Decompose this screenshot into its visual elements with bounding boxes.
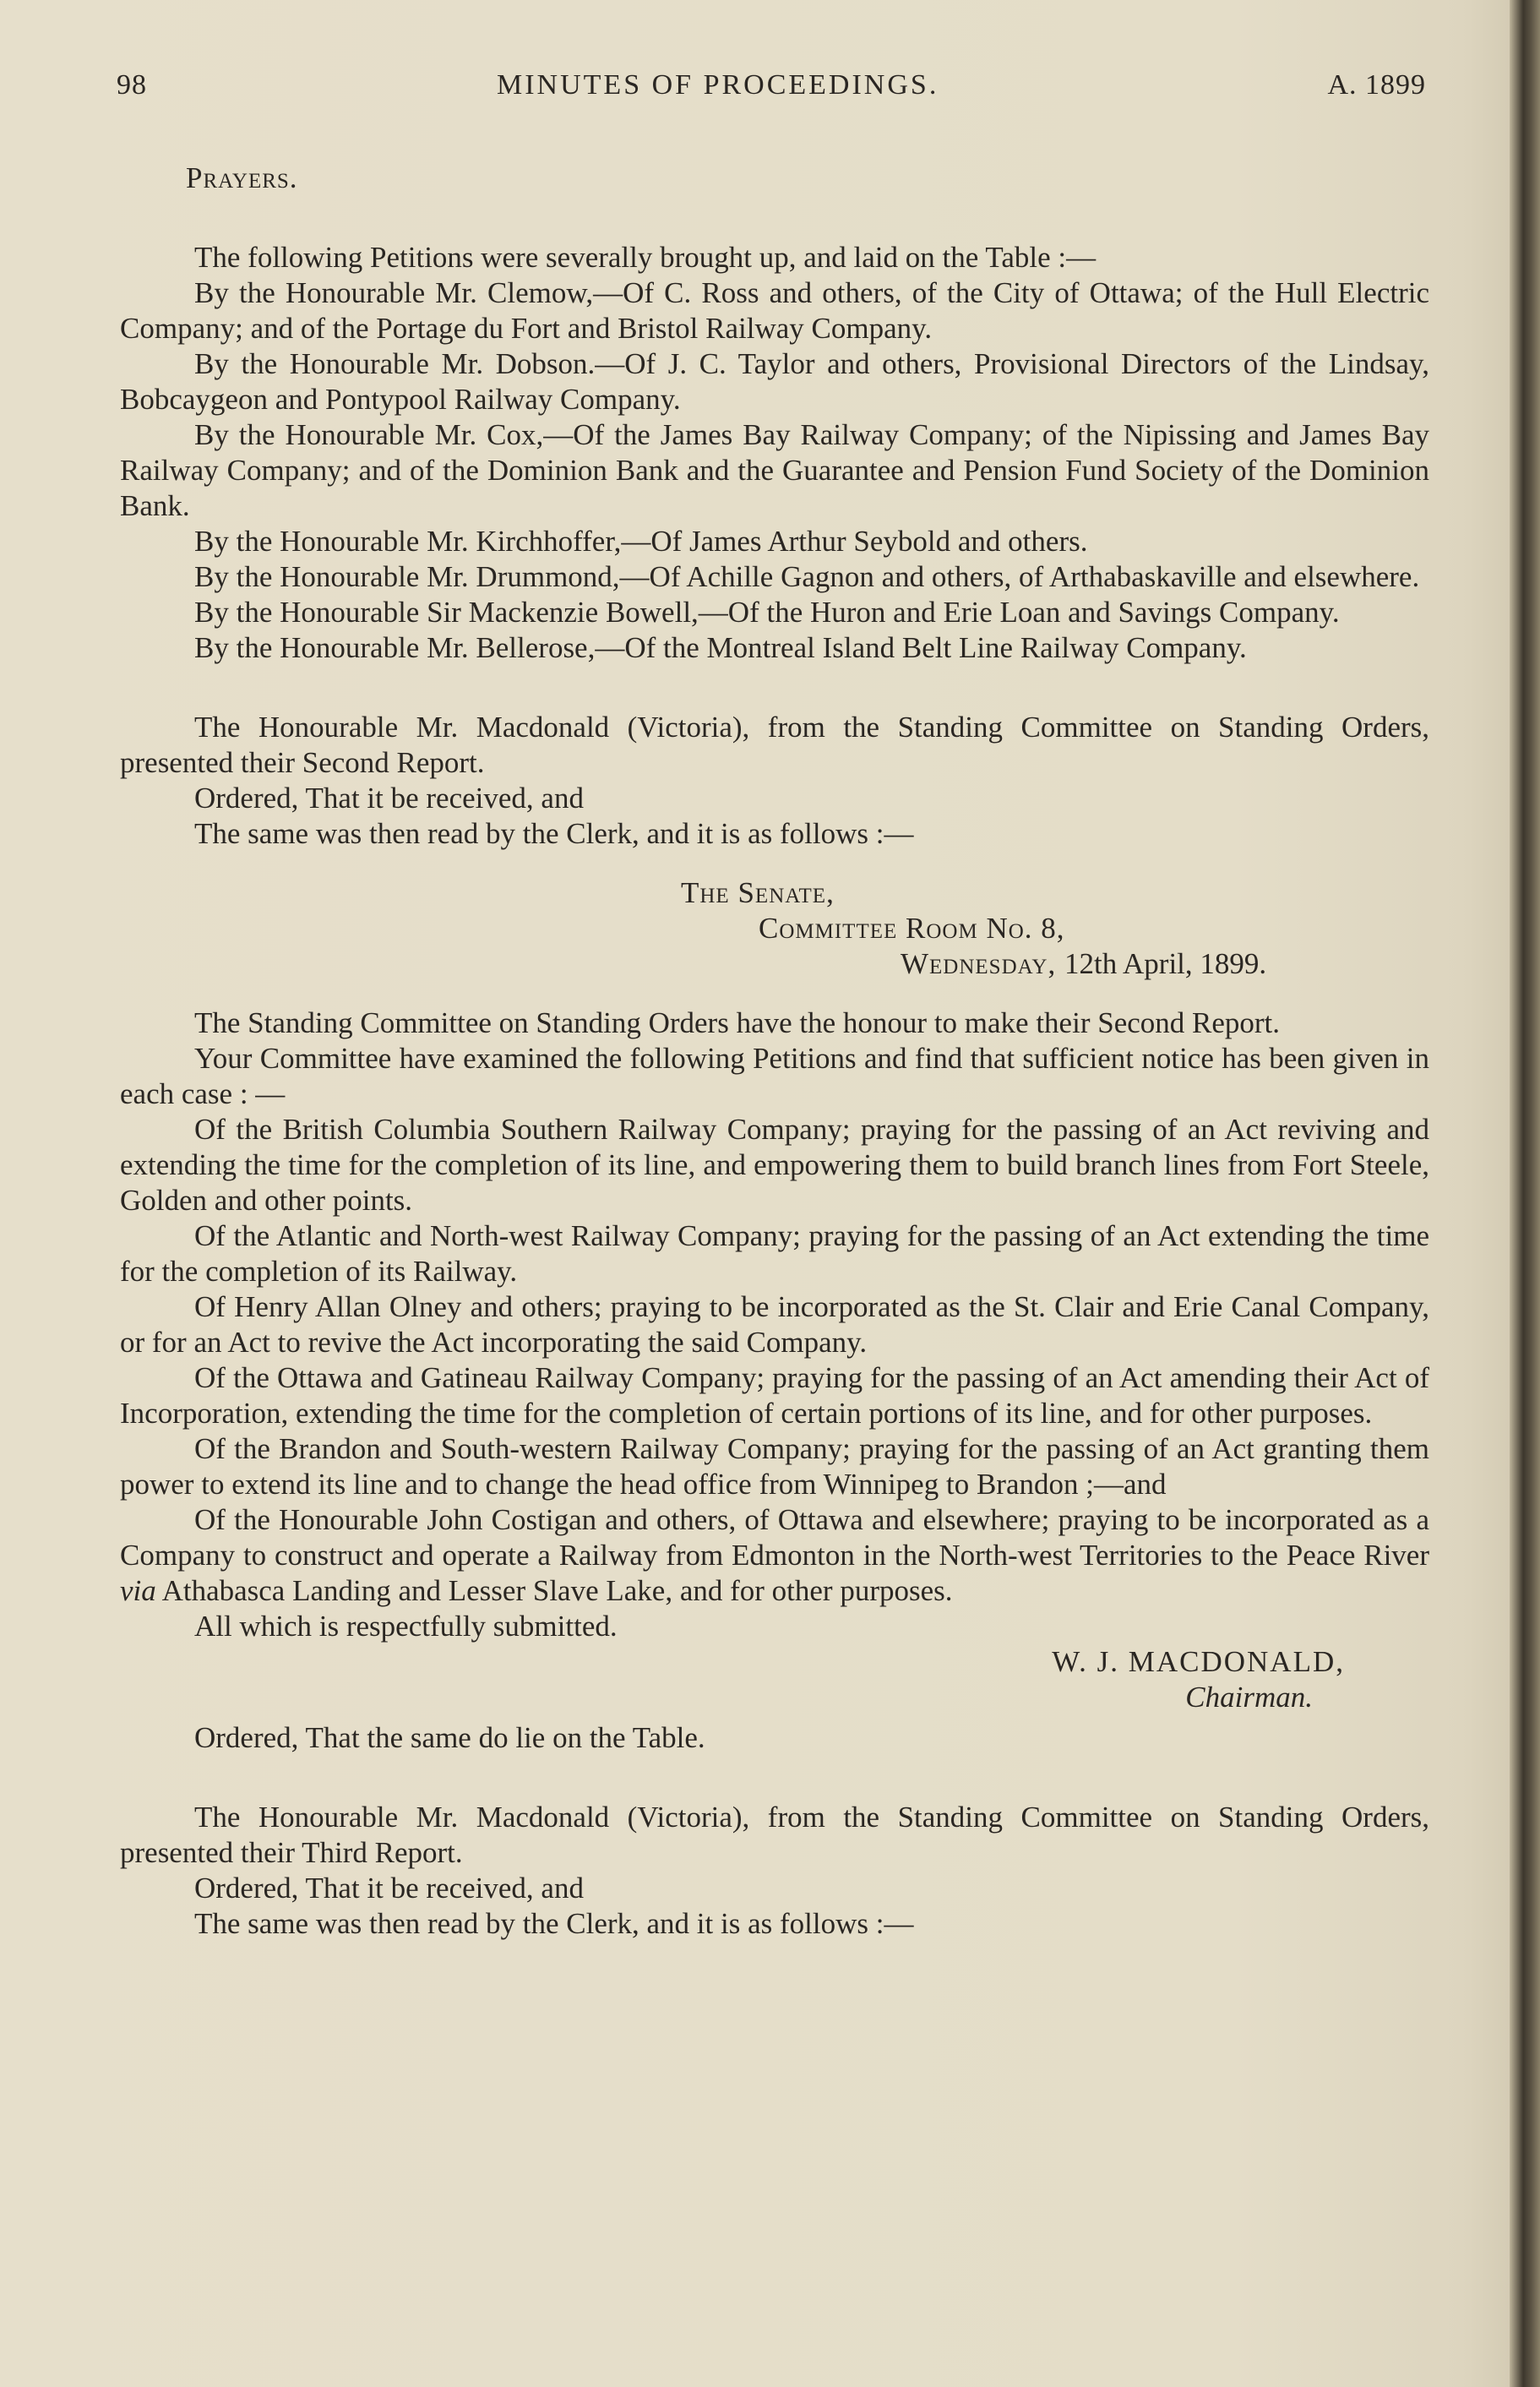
- report-paragraph: Your Committee have examined the following Petitions and find that sufficient notice has been given in each case : —: [120, 1042, 1429, 1110]
- petition-item: By the Honourable Mr. Bellerose,—Of the Montreal Island Belt Line Railway Company.: [194, 631, 1247, 664]
- petition-item: By the Honourable Sir Mackenzie Bowell,—Of the Huron and Erie Loan and Savings Company.: [194, 596, 1340, 629]
- petition-item: By the Honourable Mr. Clemow,—Of C. Ross and others, of the City of Ottawa; of the Hull Electric Company; and of the Portage du Fort and Bristol Railway Company.: [120, 276, 1429, 345]
- lie-on-table: Ordered, That the same do lie on the Table.: [194, 1721, 705, 1754]
- dateline-date: [120, 946, 1429, 982]
- report-paragraph: Of the Brandon and South-western Railway Company; praying for the passing of an Act granting them power to extend its line and to change the head office from Winnipeg to Brandon ;—and: [120, 1432, 1429, 1501]
- dateline-room: Committee Room No. 8,: [759, 912, 1065, 945]
- page-binding-edge: [1510, 0, 1540, 2387]
- third-report-intro: The Honourable Mr. Macdonald (Victoria), from the Standing Committee on Standing Orders, presented their Third Report.: [120, 1801, 1429, 1869]
- report-paragraph: Of the Atlantic and North-west Railway Company; praying for the passing of an Act extending the time for the completion of its Railway.: [120, 1219, 1429, 1288]
- second-report-read: The same was then read by the Clerk, and it is as follows :—: [194, 817, 914, 850]
- costigan-via: via: [120, 1574, 156, 1607]
- report-paragraph-costigan: [120, 1502, 1429, 1609]
- section-heading-prayers: Prayers.: [186, 161, 298, 194]
- report-paragraph: The Standing Committee on Standing Orders have the honour to make their Second Report.: [194, 1006, 1281, 1039]
- third-report-ordered: Ordered, That it be received, and: [194, 1872, 584, 1905]
- signature-title: Chairman.: [1185, 1681, 1313, 1714]
- report-paragraph: Of Henry Allan Olney and others; praying to be incorporated as the St. Clair and Erie Canal Company, or for an Act to revive the Act incorporating the said Company.: [120, 1290, 1429, 1359]
- report-paragraph: Of the British Columbia Southern Railway Company; praying for the passing of an Act reviving and extending the time for the completion of its line, and empowering them to build branch lines from Fort Steele, Golden and other points.: [120, 1113, 1429, 1217]
- second-report-intro: The Honourable Mr. Macdonald (Victoria), from the Standing Committee on Standing Orders, presented their Second Report.: [120, 711, 1429, 779]
- header-title: MINUTES OF PROCEEDINGS.: [497, 69, 939, 101]
- petition-item: By the Honourable Mr. Drummond,—Of Achille Gagnon and others, of Arthabaskaville and elsewhere.: [194, 560, 1420, 593]
- second-report-ordered: Ordered, That it be received, and: [194, 782, 584, 815]
- report-paragraph: Of the Ottawa and Gatineau Railway Company; praying for the passing of an Act amending their Act of Incorporation, extending the time for the completion of certain portions of its line, and for other purposes.: [120, 1361, 1429, 1430]
- signature-name: W. J. MACDONALD,: [1052, 1645, 1345, 1678]
- page-body: [120, 161, 1429, 1942]
- dateline-senate: The Senate,: [681, 876, 835, 909]
- costigan-text-before: Of the Honourable John Costigan and others, of Ottawa and elsewhere; praying to be incorporated as a Company to construct and operate a Railway from Edmonton in the North-west Territories to the Peace River: [120, 1503, 1429, 1572]
- page-number: 98: [117, 69, 147, 101]
- dateline-day: 12th April, 1899.: [1064, 947, 1267, 980]
- costigan-text-after: Athabasca Landing and Lesser Slave Lake, and for other purposes.: [155, 1574, 953, 1607]
- petitions-intro: The following Petitions were severally brought up, and laid on the Table :—: [194, 241, 1097, 274]
- petition-item: By the Honourable Mr. Dobson.—Of J. C. Taylor and others, Provisional Directors of the Lindsay, Bobcaygeon and Pontypool Railway Company.: [120, 347, 1429, 416]
- header-year: A. 1899: [1327, 69, 1426, 101]
- dateline-weekday: Wednesday,: [901, 947, 1057, 980]
- third-report-read: The same was then read by the Clerk, and it is as follows :—: [194, 1907, 914, 1940]
- petition-item: By the Honourable Mr. Cox,—Of the James Bay Railway Company; of the Nipissing and James Bay Railway Company; and of the Dominion Bank and the Guarantee and Pension Fund Society of the Dominion Bank.: [120, 418, 1429, 522]
- petition-item: By the Honourable Mr. Kirchhoffer,—Of James Arthur Seybold and others.: [194, 525, 1088, 558]
- report-closing: All which is respectfully submitted.: [194, 1610, 618, 1643]
- running-header: [117, 69, 1426, 112]
